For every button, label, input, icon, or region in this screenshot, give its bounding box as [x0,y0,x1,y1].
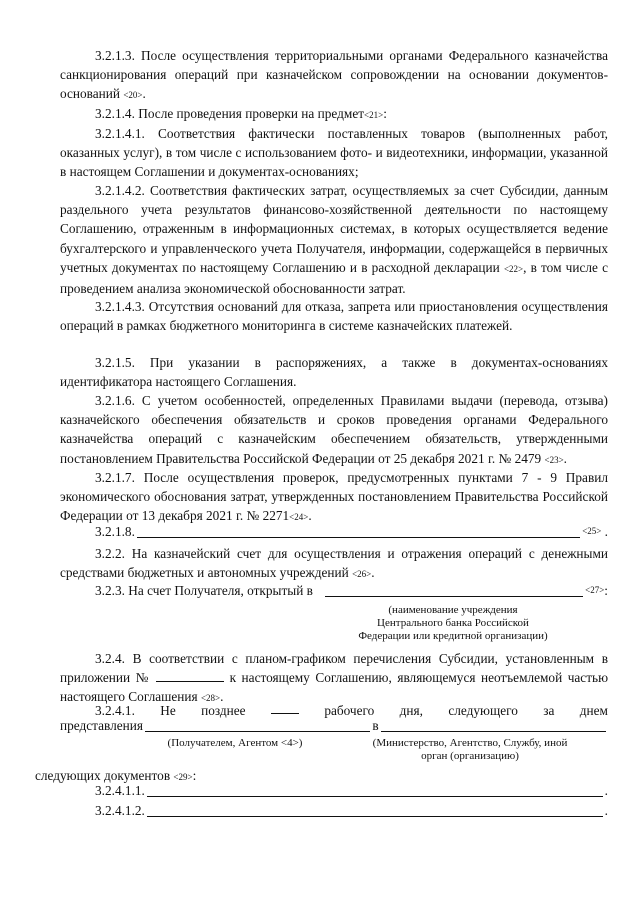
document-2-blank[interactable] [147,802,603,817]
footnote-ref: <26> [352,569,372,580]
paragraph-3-2-1-4: 3.2.1.4. После проведения проверки на предмет<21>: [95,106,387,121]
document-item-2: 3.2.4.1.2. . [95,803,608,818]
paragraph-3-2-1-4-2: 3.2.1.4.2. Соответствия фактических затрат, осуществляемых за счет Субсидии, данным раздельного учета результатов финансово-хозяйственной деятельности по настоящему Соглашению, отраженным в информационных системах, в которых осуществляется ведение бухгалтерского и управленческого учета Получателя, информации, содержащейся в первичных учетных документах по настоящему Соглашению и в расходной декларации <22>, в том числе с проведением анализа экономической обоснованности затрат. [60,183,608,297]
paragraph-3-2-1-7: 3.2.1.7. После осуществления проверок, предусмотренных пунктами 7 - 9 Правил экономического обоснования затрат, утвержденных постановлением Правительства Российской Федерации от 13 декабря 2021 г. № 2271<24>. [60,470,608,524]
footnote-ref: <22> [503,263,524,274]
document-item-1: 3.2.4.1.1. . [95,783,608,798]
paragraph-3-2-1-8: 3.2.1.8. <25> . [60,522,608,541]
paragraph-3-2-1-6: 3.2.1.6. С учетом особенностей, определенных Правилами выдачи (перевода, отзыва) казначейского обеспечения обязательств и сроков проведения органами Федерального казначейства операций с казначейским обеспечением обязательств, утвержденными постановлением Правительства Российской Федерации от 25 декабря 2021 г. № 2479 <23>. [60,393,608,466]
bank-caption: (наименование учреждения Центрального банка Российской Федерации или кредитной организации) [358,604,548,642]
recipient-blank[interactable] [381,717,606,732]
paragraph-3-2-1-5: 3.2.1.5. При указании в распоряжениях, а также в документах-основаниях идентификатора настоящего Соглашения. [60,355,608,390]
paragraph-3-2-4: 3.2.4. В соответствии с планом-графиком перечисления Субсидии, установленным в приложении № к настоящему Соглашению, являющемуся неотъемлемой частью настоящего Соглашения <28>. [60,651,609,705]
paragraph-3-2-4-1: 3.2.4.1. Не позднее рабочего дня, следующего за днем [95,703,608,718]
submitter-caption: (Получателем, Агентом <4>) [167,737,303,749]
recipient-caption: (Министерство, Агентство, Службу, иной орган (организацию) [372,737,568,762]
footnote-ref: <24> [289,512,309,523]
footnote-ref: <25> [582,526,602,536]
paragraph-3-2-2: 3.2.2. На казначейский счет для осуществления и отражения операций с денежными средствами бюджетных и автономных учреждений <26>. [60,546,608,581]
blank-line[interactable] [137,523,580,538]
bank-name-blank[interactable] [325,582,583,597]
documents-line: следующих документов <29>: [35,768,197,783]
footnote-ref: <28> [200,693,221,704]
days-blank[interactable] [271,701,299,714]
appendix-number-blank[interactable] [156,668,224,682]
submission-line: представления в [60,716,608,735]
paragraph-3-2-1-3: 3.2.1.3. После осуществления территориальными органами Федерального казначейства санкционирования операций при казначейском сопровождении на основании документов-оснований <20>. [60,48,608,102]
paragraph-3-2-3: 3.2.3. На счет Получателя, открытый в <27> : [60,581,608,600]
footnote-ref: <23> [544,454,564,465]
footnote-ref: <27> [585,585,605,595]
paragraph-3-2-1-4-1: 3.2.1.4.1. Соответствия фактически поставленных товаров (выполненных работ, оказанных услуг), в том числе с использованием фото- и видеотехники, информации, указанной в настоящем Соглашении и документах-основаниях; [60,126,608,180]
footnote-ref: <29> [173,772,193,782]
submitter-blank[interactable] [145,717,370,732]
paragraph-3-2-1-4-3: 3.2.1.4.3. Отсутствия оснований для отказа, запрета или приостановления осуществления операций в рамках бюджетного мониторинга в системе казначейских платежей. [60,299,608,334]
footnote-ref: <20> [123,90,143,101]
footnote-ref: <21> [364,110,384,120]
document-1-blank[interactable] [147,782,603,797]
